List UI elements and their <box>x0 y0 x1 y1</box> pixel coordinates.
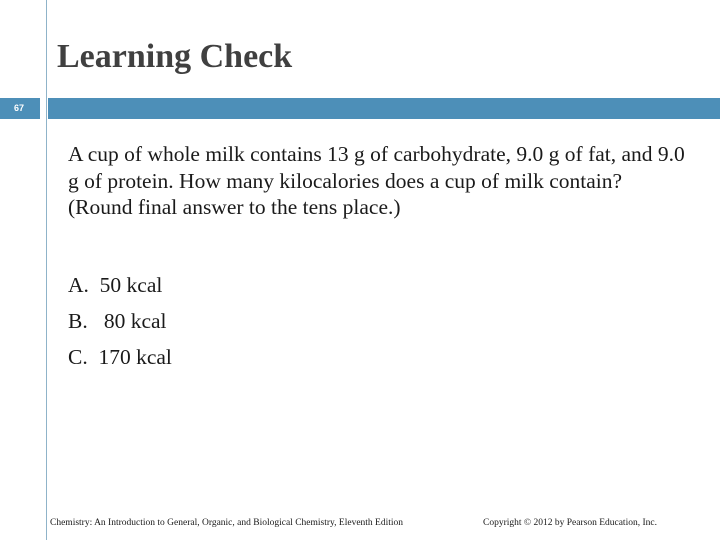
slide-number-badge <box>0 98 40 119</box>
option-a: A. 50 kcal <box>68 273 163 297</box>
footer-copyright: Copyright © 2012 by Pearson Education, Inc. <box>483 518 657 528</box>
answer-options <box>68 267 172 375</box>
question-text: A cup of whole milk contains 13 g of carbohydrate, 9.0 g of fat, and 9.0 g of protein. How many kilocalories does a cup of milk contain? (Round final answer to the tens place.) <box>68 142 685 219</box>
left-vertical-rule <box>46 0 47 540</box>
option-b: B. 80 kcal <box>68 309 167 333</box>
option-c: C. 170 kcal <box>68 345 172 369</box>
slide-number: 67 <box>14 103 25 113</box>
slide-title: Learning Check <box>57 38 293 75</box>
footer-book-title: Chemistry: An Introduction to General, Organic, and Biological Chemistry, Eleventh Edition <box>50 518 404 528</box>
header-accent-bar <box>48 98 720 119</box>
